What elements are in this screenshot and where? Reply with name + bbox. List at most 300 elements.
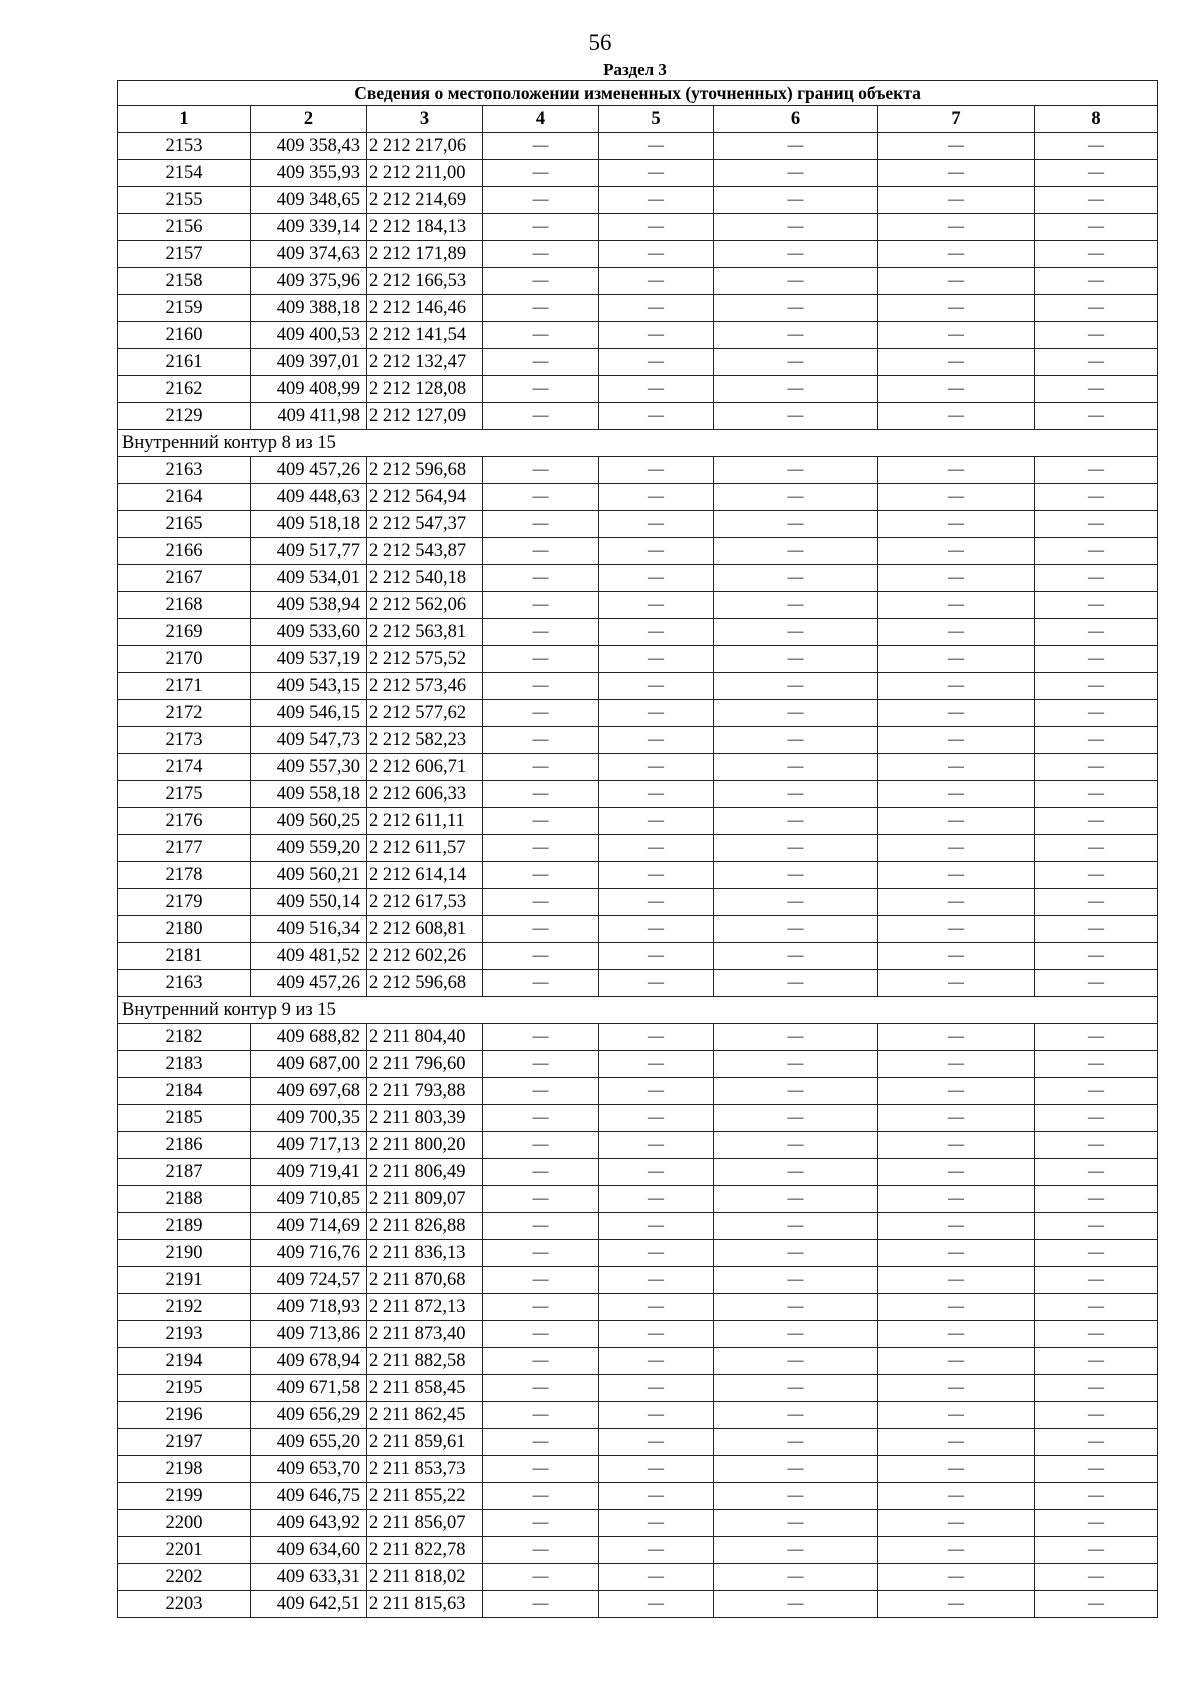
empty-value-cell: —: [1035, 1510, 1158, 1537]
y-coordinate-cell: 2 211 872,13: [367, 1294, 483, 1321]
point-number-cell: 2173: [118, 727, 251, 754]
empty-value-cell: —: [878, 1213, 1035, 1240]
y-coordinate-cell: 2 211 815,63: [367, 1591, 483, 1618]
x-coordinate-cell: 409 560,25: [251, 808, 367, 835]
y-coordinate-cell: 2 211 809,07: [367, 1186, 483, 1213]
empty-value-cell: —: [483, 484, 599, 511]
empty-value-cell: —: [599, 592, 714, 619]
empty-value-cell: —: [483, 1186, 599, 1213]
empty-value-cell: —: [483, 160, 599, 187]
empty-value-cell: —: [878, 214, 1035, 241]
table-row: [118, 781, 1158, 808]
y-coordinate-cell: 2 212 611,57: [367, 835, 483, 862]
y-coordinate-cell: 2 211 796,60: [367, 1051, 483, 1078]
table-row: [118, 1078, 1158, 1105]
x-coordinate-cell: 409 518,18: [251, 511, 367, 538]
empty-value-cell: —: [599, 1591, 714, 1618]
empty-value-cell: —: [714, 511, 878, 538]
empty-value-cell: —: [878, 592, 1035, 619]
point-number-cell: 2165: [118, 511, 251, 538]
empty-value-cell: —: [714, 1402, 878, 1429]
y-coordinate-cell: 2 212 128,08: [367, 376, 483, 403]
y-coordinate-cell: 2 212 606,71: [367, 754, 483, 781]
x-coordinate-cell: 409 558,18: [251, 781, 367, 808]
x-coordinate-cell: 409 543,15: [251, 673, 367, 700]
point-number-cell: 2179: [118, 889, 251, 916]
empty-value-cell: —: [878, 538, 1035, 565]
empty-value-cell: —: [1035, 646, 1158, 673]
empty-value-cell: —: [483, 1510, 599, 1537]
empty-value-cell: —: [878, 700, 1035, 727]
table-row: [118, 268, 1158, 295]
point-number-cell: 2158: [118, 268, 251, 295]
table-row: [118, 727, 1158, 754]
empty-value-cell: —: [483, 646, 599, 673]
x-coordinate-cell: 409 457,26: [251, 457, 367, 484]
empty-value-cell: —: [1035, 376, 1158, 403]
empty-value-cell: —: [878, 1510, 1035, 1537]
point-number-cell: 2168: [118, 592, 251, 619]
empty-value-cell: —: [714, 322, 878, 349]
empty-value-cell: —: [714, 376, 878, 403]
table-row: [118, 484, 1158, 511]
empty-value-cell: —: [599, 754, 714, 781]
empty-value-cell: —: [483, 1375, 599, 1402]
empty-value-cell: —: [1035, 592, 1158, 619]
empty-value-cell: —: [878, 133, 1035, 160]
table-row: [118, 1105, 1158, 1132]
empty-value-cell: —: [483, 592, 599, 619]
empty-value-cell: —: [1035, 1213, 1158, 1240]
empty-value-cell: —: [714, 835, 878, 862]
empty-value-cell: —: [1035, 1375, 1158, 1402]
x-coordinate-cell: 409 517,77: [251, 538, 367, 565]
empty-value-cell: —: [599, 511, 714, 538]
empty-value-cell: —: [599, 133, 714, 160]
x-coordinate-cell: 409 374,63: [251, 241, 367, 268]
y-coordinate-cell: 2 211 873,40: [367, 1321, 483, 1348]
empty-value-cell: —: [1035, 295, 1158, 322]
table-row: [118, 295, 1158, 322]
contour-label-row: [118, 430, 1158, 457]
empty-value-cell: —: [878, 565, 1035, 592]
empty-value-cell: —: [714, 1159, 878, 1186]
empty-value-cell: —: [878, 1132, 1035, 1159]
empty-value-cell: —: [483, 970, 599, 997]
x-coordinate-cell: 409 348,65: [251, 187, 367, 214]
empty-value-cell: —: [878, 376, 1035, 403]
empty-value-cell: —: [714, 646, 878, 673]
table-row: [118, 592, 1158, 619]
y-coordinate-cell: 2 211 793,88: [367, 1078, 483, 1105]
empty-value-cell: —: [483, 1429, 599, 1456]
empty-value-cell: —: [483, 376, 599, 403]
x-coordinate-cell: 409 355,93: [251, 160, 367, 187]
empty-value-cell: —: [599, 484, 714, 511]
empty-value-cell: —: [599, 646, 714, 673]
empty-value-cell: —: [714, 889, 878, 916]
empty-value-cell: —: [714, 1078, 878, 1105]
empty-value-cell: —: [714, 187, 878, 214]
x-coordinate-cell: 409 538,94: [251, 592, 367, 619]
point-number-cell: 2197: [118, 1429, 251, 1456]
empty-value-cell: —: [714, 349, 878, 376]
empty-value-cell: —: [878, 1159, 1035, 1186]
point-number-cell: 2155: [118, 187, 251, 214]
empty-value-cell: —: [599, 1294, 714, 1321]
empty-value-cell: —: [878, 943, 1035, 970]
empty-value-cell: —: [483, 1537, 599, 1564]
x-coordinate-cell: 409 411,98: [251, 403, 367, 430]
empty-value-cell: —: [714, 1537, 878, 1564]
empty-value-cell: —: [878, 889, 1035, 916]
point-number-cell: 2166: [118, 538, 251, 565]
point-number-cell: 2194: [118, 1348, 251, 1375]
y-coordinate-cell: 2 212 141,54: [367, 322, 483, 349]
table-row: [118, 511, 1158, 538]
contour-label: Внутренний контур 8 из 15: [118, 430, 1158, 457]
empty-value-cell: —: [714, 1213, 878, 1240]
empty-value-cell: —: [599, 808, 714, 835]
point-number-cell: 2163: [118, 457, 251, 484]
point-number-cell: 2154: [118, 160, 251, 187]
empty-value-cell: —: [483, 538, 599, 565]
empty-value-cell: —: [1035, 1564, 1158, 1591]
point-number-cell: 2157: [118, 241, 251, 268]
empty-value-cell: —: [714, 1375, 878, 1402]
table-row: [118, 1024, 1158, 1051]
x-coordinate-cell: 409 633,31: [251, 1564, 367, 1591]
x-coordinate-cell: 409 642,51: [251, 1591, 367, 1618]
empty-value-cell: —: [599, 214, 714, 241]
column-header: 1: [118, 106, 251, 133]
empty-value-cell: —: [599, 943, 714, 970]
empty-value-cell: —: [714, 538, 878, 565]
empty-value-cell: —: [483, 565, 599, 592]
empty-value-cell: —: [1035, 403, 1158, 430]
empty-value-cell: —: [878, 511, 1035, 538]
empty-value-cell: —: [483, 1591, 599, 1618]
empty-value-cell: —: [714, 1510, 878, 1537]
empty-value-cell: —: [1035, 1537, 1158, 1564]
x-coordinate-cell: 409 718,93: [251, 1294, 367, 1321]
table-row: [118, 241, 1158, 268]
empty-value-cell: —: [599, 1537, 714, 1564]
page-number: 56: [588, 30, 612, 55]
empty-value-cell: —: [599, 1078, 714, 1105]
empty-value-cell: —: [599, 1483, 714, 1510]
empty-value-cell: —: [714, 565, 878, 592]
empty-value-cell: —: [1035, 1267, 1158, 1294]
empty-value-cell: —: [1035, 727, 1158, 754]
x-coordinate-cell: 409 724,57: [251, 1267, 367, 1294]
empty-value-cell: —: [599, 1105, 714, 1132]
empty-value-cell: —: [483, 889, 599, 916]
boundary-coordinates-table: [117, 80, 1158, 1618]
column-header: 6: [714, 106, 878, 133]
empty-value-cell: —: [1035, 268, 1158, 295]
empty-value-cell: —: [1035, 700, 1158, 727]
empty-value-cell: —: [878, 727, 1035, 754]
x-coordinate-cell: 409 397,01: [251, 349, 367, 376]
empty-value-cell: —: [599, 538, 714, 565]
empty-value-cell: —: [878, 1429, 1035, 1456]
x-coordinate-cell: 409 550,14: [251, 889, 367, 916]
point-number-cell: 2188: [118, 1186, 251, 1213]
point-number-cell: 2182: [118, 1024, 251, 1051]
empty-value-cell: —: [714, 268, 878, 295]
x-coordinate-cell: 409 719,41: [251, 1159, 367, 1186]
x-coordinate-cell: 409 714,69: [251, 1213, 367, 1240]
x-coordinate-cell: 409 671,58: [251, 1375, 367, 1402]
empty-value-cell: —: [599, 1456, 714, 1483]
empty-value-cell: —: [878, 781, 1035, 808]
table-row: [118, 862, 1158, 889]
empty-value-cell: —: [599, 673, 714, 700]
empty-value-cell: —: [878, 457, 1035, 484]
x-coordinate-cell: 409 457,26: [251, 970, 367, 997]
x-coordinate-cell: 409 697,68: [251, 1078, 367, 1105]
table-row: [118, 1483, 1158, 1510]
table-row: [118, 1267, 1158, 1294]
empty-value-cell: —: [1035, 970, 1158, 997]
x-coordinate-cell: 409 533,60: [251, 619, 367, 646]
table-row: [118, 1186, 1158, 1213]
empty-value-cell: —: [483, 1564, 599, 1591]
table-row: [118, 1321, 1158, 1348]
x-coordinate-cell: 409 375,96: [251, 268, 367, 295]
empty-value-cell: —: [878, 1537, 1035, 1564]
empty-value-cell: —: [878, 1105, 1035, 1132]
y-coordinate-cell: 2 212 211,00: [367, 160, 483, 187]
x-coordinate-cell: 409 656,29: [251, 1402, 367, 1429]
x-coordinate-cell: 409 481,52: [251, 943, 367, 970]
empty-value-cell: —: [599, 1402, 714, 1429]
empty-value-cell: —: [1035, 889, 1158, 916]
contour-label: Внутренний контур 9 из 15: [118, 997, 1158, 1024]
empty-value-cell: —: [1035, 808, 1158, 835]
empty-value-cell: —: [599, 376, 714, 403]
empty-value-cell: —: [483, 1051, 599, 1078]
empty-value-cell: —: [599, 241, 714, 268]
empty-value-cell: —: [878, 1078, 1035, 1105]
table-row: [118, 1564, 1158, 1591]
empty-value-cell: —: [1035, 187, 1158, 214]
point-number-cell: 2163: [118, 970, 251, 997]
empty-value-cell: —: [714, 133, 878, 160]
empty-value-cell: —: [599, 268, 714, 295]
x-coordinate-cell: 409 546,15: [251, 700, 367, 727]
empty-value-cell: —: [483, 673, 599, 700]
table-row: [118, 403, 1158, 430]
empty-value-cell: —: [599, 457, 714, 484]
x-coordinate-cell: 409 400,53: [251, 322, 367, 349]
empty-value-cell: —: [599, 970, 714, 997]
point-number-cell: 2190: [118, 1240, 251, 1267]
empty-value-cell: —: [1035, 349, 1158, 376]
y-coordinate-cell: 2 212 171,89: [367, 241, 483, 268]
y-coordinate-cell: 2 211 818,02: [367, 1564, 483, 1591]
x-coordinate-cell: 409 687,00: [251, 1051, 367, 1078]
x-coordinate-cell: 409 634,60: [251, 1537, 367, 1564]
empty-value-cell: —: [714, 1564, 878, 1591]
y-coordinate-cell: 2 211 855,22: [367, 1483, 483, 1510]
empty-value-cell: —: [1035, 1483, 1158, 1510]
y-coordinate-cell: 2 212 540,18: [367, 565, 483, 592]
y-coordinate-cell: 2 212 577,62: [367, 700, 483, 727]
y-coordinate-cell: 2 211 806,49: [367, 1159, 483, 1186]
table-row: [118, 943, 1158, 970]
empty-value-cell: —: [599, 1348, 714, 1375]
point-number-cell: 2170: [118, 646, 251, 673]
empty-value-cell: —: [878, 1186, 1035, 1213]
point-number-cell: 2129: [118, 403, 251, 430]
point-number-cell: 2184: [118, 1078, 251, 1105]
empty-value-cell: —: [483, 268, 599, 295]
empty-value-cell: —: [599, 1159, 714, 1186]
empty-value-cell: —: [878, 1375, 1035, 1402]
empty-value-cell: —: [1035, 1591, 1158, 1618]
table-row: [118, 1591, 1158, 1618]
column-header: 2: [251, 106, 367, 133]
x-coordinate-cell: 409 408,99: [251, 376, 367, 403]
empty-value-cell: —: [878, 1051, 1035, 1078]
empty-value-cell: —: [1035, 565, 1158, 592]
table-row: [118, 1510, 1158, 1537]
table-row: [118, 673, 1158, 700]
empty-value-cell: —: [599, 1375, 714, 1402]
empty-value-cell: —: [599, 781, 714, 808]
point-number-cell: 2185: [118, 1105, 251, 1132]
x-coordinate-cell: 409 678,94: [251, 1348, 367, 1375]
point-number-cell: 2191: [118, 1267, 251, 1294]
empty-value-cell: —: [483, 1213, 599, 1240]
empty-value-cell: —: [878, 754, 1035, 781]
y-coordinate-cell: 2 211 826,88: [367, 1213, 483, 1240]
empty-value-cell: —: [599, 727, 714, 754]
point-number-cell: 2181: [118, 943, 251, 970]
empty-value-cell: —: [1035, 322, 1158, 349]
empty-value-cell: —: [599, 700, 714, 727]
empty-value-cell: —: [714, 1348, 878, 1375]
empty-value-cell: —: [714, 1132, 878, 1159]
empty-value-cell: —: [1035, 754, 1158, 781]
empty-value-cell: —: [483, 187, 599, 214]
table-row: [118, 457, 1158, 484]
point-number-cell: 2186: [118, 1132, 251, 1159]
table-row: [118, 619, 1158, 646]
empty-value-cell: —: [599, 1051, 714, 1078]
y-coordinate-cell: 2 212 214,69: [367, 187, 483, 214]
empty-value-cell: —: [599, 1564, 714, 1591]
table-row: [118, 1402, 1158, 1429]
empty-value-cell: —: [483, 133, 599, 160]
table-row: [118, 835, 1158, 862]
y-coordinate-cell: 2 212 563,81: [367, 619, 483, 646]
empty-value-cell: —: [714, 808, 878, 835]
empty-value-cell: —: [714, 1267, 878, 1294]
point-number-cell: 2156: [118, 214, 251, 241]
empty-value-cell: —: [878, 835, 1035, 862]
empty-value-cell: —: [714, 484, 878, 511]
empty-value-cell: —: [483, 1483, 599, 1510]
x-coordinate-cell: 409 700,35: [251, 1105, 367, 1132]
point-number-cell: 2199: [118, 1483, 251, 1510]
empty-value-cell: —: [714, 1321, 878, 1348]
table-row: [118, 1375, 1158, 1402]
table-row: [118, 214, 1158, 241]
y-coordinate-cell: 2 211 858,45: [367, 1375, 483, 1402]
point-number-cell: 2202: [118, 1564, 251, 1591]
empty-value-cell: —: [599, 403, 714, 430]
empty-value-cell: —: [483, 727, 599, 754]
empty-value-cell: —: [599, 565, 714, 592]
x-coordinate-cell: 409 448,63: [251, 484, 367, 511]
empty-value-cell: —: [483, 1240, 599, 1267]
empty-value-cell: —: [714, 1483, 878, 1510]
empty-value-cell: —: [1035, 781, 1158, 808]
empty-value-cell: —: [1035, 673, 1158, 700]
y-coordinate-cell: 2 212 596,68: [367, 970, 483, 997]
y-coordinate-cell: 2 212 543,87: [367, 538, 483, 565]
empty-value-cell: —: [714, 1240, 878, 1267]
empty-value-cell: —: [483, 781, 599, 808]
point-number-cell: 2192: [118, 1294, 251, 1321]
empty-value-cell: —: [1035, 862, 1158, 889]
y-coordinate-cell: 2 211 803,39: [367, 1105, 483, 1132]
empty-value-cell: —: [483, 1132, 599, 1159]
empty-value-cell: —: [599, 862, 714, 889]
table-row: [118, 1429, 1158, 1456]
empty-value-cell: —: [714, 970, 878, 997]
empty-value-cell: —: [714, 403, 878, 430]
point-number-cell: 2171: [118, 673, 251, 700]
x-coordinate-cell: 409 339,14: [251, 214, 367, 241]
x-coordinate-cell: 409 653,70: [251, 1456, 367, 1483]
x-coordinate-cell: 409 557,30: [251, 754, 367, 781]
point-number-cell: 2198: [118, 1456, 251, 1483]
x-coordinate-cell: 409 710,85: [251, 1186, 367, 1213]
empty-value-cell: —: [878, 1591, 1035, 1618]
table-row: [118, 1240, 1158, 1267]
table-caption: Сведения о местоположении измененных (уточненных) границ объекта: [118, 81, 1158, 106]
empty-value-cell: —: [878, 862, 1035, 889]
empty-value-cell: —: [714, 1456, 878, 1483]
y-coordinate-cell: 2 211 870,68: [367, 1267, 483, 1294]
x-coordinate-cell: 409 646,75: [251, 1483, 367, 1510]
y-coordinate-cell: 2 211 882,58: [367, 1348, 483, 1375]
empty-value-cell: —: [878, 1267, 1035, 1294]
empty-value-cell: —: [483, 808, 599, 835]
empty-value-cell: —: [599, 1429, 714, 1456]
empty-value-cell: —: [483, 295, 599, 322]
table-row: [118, 187, 1158, 214]
empty-value-cell: —: [1035, 1321, 1158, 1348]
empty-value-cell: —: [1035, 1024, 1158, 1051]
y-coordinate-cell: 2 211 800,20: [367, 1132, 483, 1159]
empty-value-cell: —: [599, 889, 714, 916]
empty-value-cell: —: [483, 214, 599, 241]
empty-value-cell: —: [878, 673, 1035, 700]
empty-value-cell: —: [714, 727, 878, 754]
column-header: 8: [1035, 106, 1158, 133]
empty-value-cell: —: [878, 1564, 1035, 1591]
empty-value-cell: —: [483, 322, 599, 349]
y-coordinate-cell: 2 211 804,40: [367, 1024, 483, 1051]
empty-value-cell: —: [714, 1294, 878, 1321]
empty-value-cell: —: [1035, 943, 1158, 970]
x-coordinate-cell: 409 560,21: [251, 862, 367, 889]
